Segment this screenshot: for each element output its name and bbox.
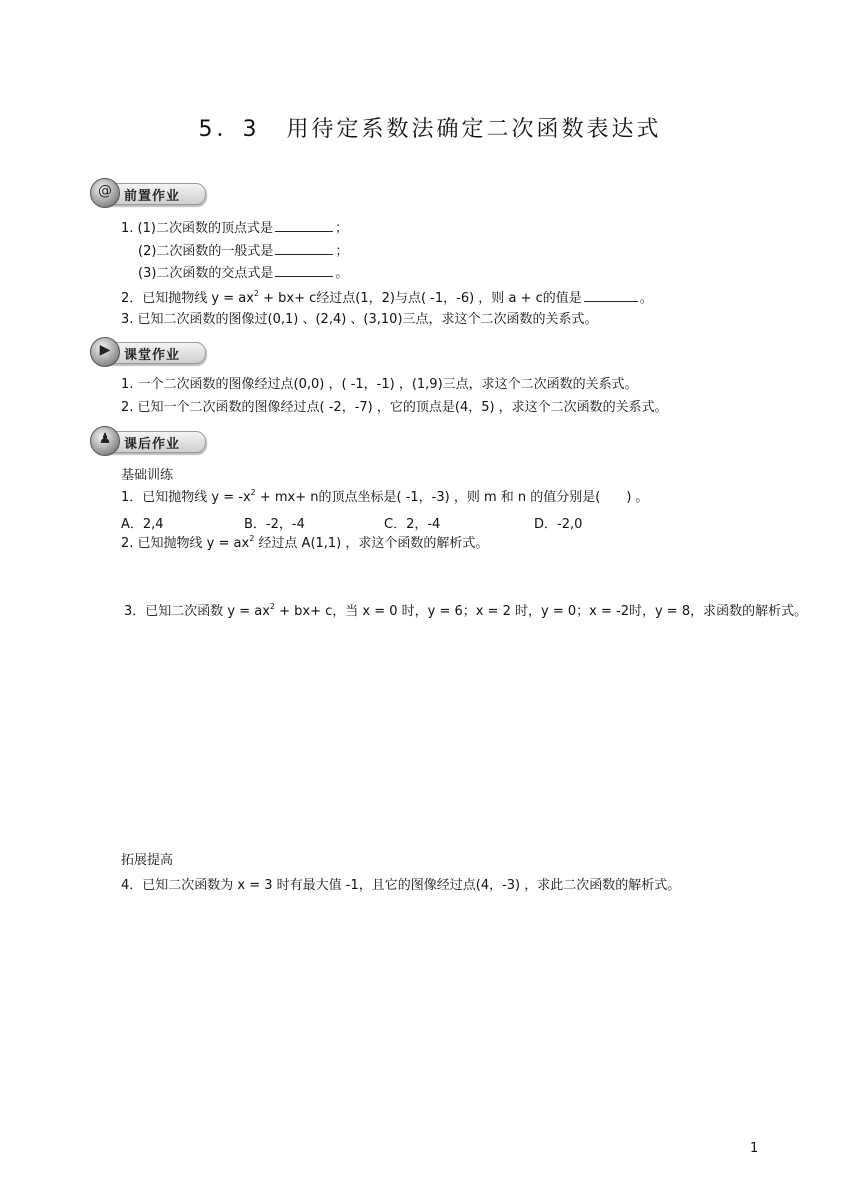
banner-class-label: 课堂作业 [124,348,181,363]
banner-after-homework [90,426,208,456]
class-q1: 1. 一个二次函数的图像经过点(0,0) ，( -1，-1) ，(1,9)三点，求这个二次函数的关系式。 [121,377,638,392]
play-icon: ▶ [90,337,120,367]
answer-blank [275,264,333,277]
answer-blank [275,242,333,255]
after-q4: 4．已知二次函数为 x = 3 时有最大值 -1，且它的图像经过点(4，-3) ，求此二次函数的解析式。 [121,878,681,893]
spiral-icon: @ [90,178,120,208]
answer-blank [275,219,333,232]
option-c: C．2，-4 [384,517,441,532]
option-a: A．2,4 [121,517,164,532]
page-number: 1 [750,1141,759,1156]
banner-pre-label: 前置作业 [124,189,181,204]
section-number: 5．3 [198,117,261,142]
title-text: 用待定系数法确定二次函数表达式 [286,117,662,142]
pre-q2: 2．已知抛物线 $y = ax^2 + bx+ c$经过点(1，2)与点( -1，-6) ，则 a + c的值是 。 [121,289,653,306]
pre-q3: 3. 已知二次函数的图像过(0,1) 、(2,4) 、(3,10)三点，求这个二次函数的关系式。 [121,312,598,327]
pre-q1c: (3)二次函数的交点式是 。 [138,266,349,281]
basic-training-label: 基础训练 [121,468,174,483]
after-q2: 2. 已知抛物线 $y = ax^2$ 经过点 A(1,1) ，求这个函数的解析式。 [121,534,489,551]
banner-after-label: 课后作业 [124,437,181,452]
class-q2: 2. 已知一个二次函数的图像经过点( -2，-7) ，它的顶点是(4，5) ，求这个二次函数的关系式。 [121,400,668,415]
answer-blank [584,289,638,302]
page-title [0,112,860,143]
after-q3: 3．已知二次函数 $y = ax^2 + bx+ c$，当 x = 0 时，y = 6；x = 2 时，y = 0；x = -2时，y = 8，求函数的解析式。 [124,602,808,619]
runner-icon: ♟ [90,426,120,456]
after-q1: 1．已知抛物线 $y = -x^2 + mx+ n$的顶点坐标是( -1，-3) ，则 m 和 n 的值分别是( ) 。 [121,488,649,505]
option-b: B．-2，-4 [244,517,305,532]
option-d: D．-2,0 [534,517,583,532]
banner-class-homework [90,337,208,367]
pre-q1a: 1. (1)二次函数的顶点式是 ； [121,221,348,236]
pre-q1b: (2)二次函数的一般式是 ； [138,244,349,259]
extension-label: 拓展提高 [121,853,174,868]
banner-pre-homework [90,178,208,208]
